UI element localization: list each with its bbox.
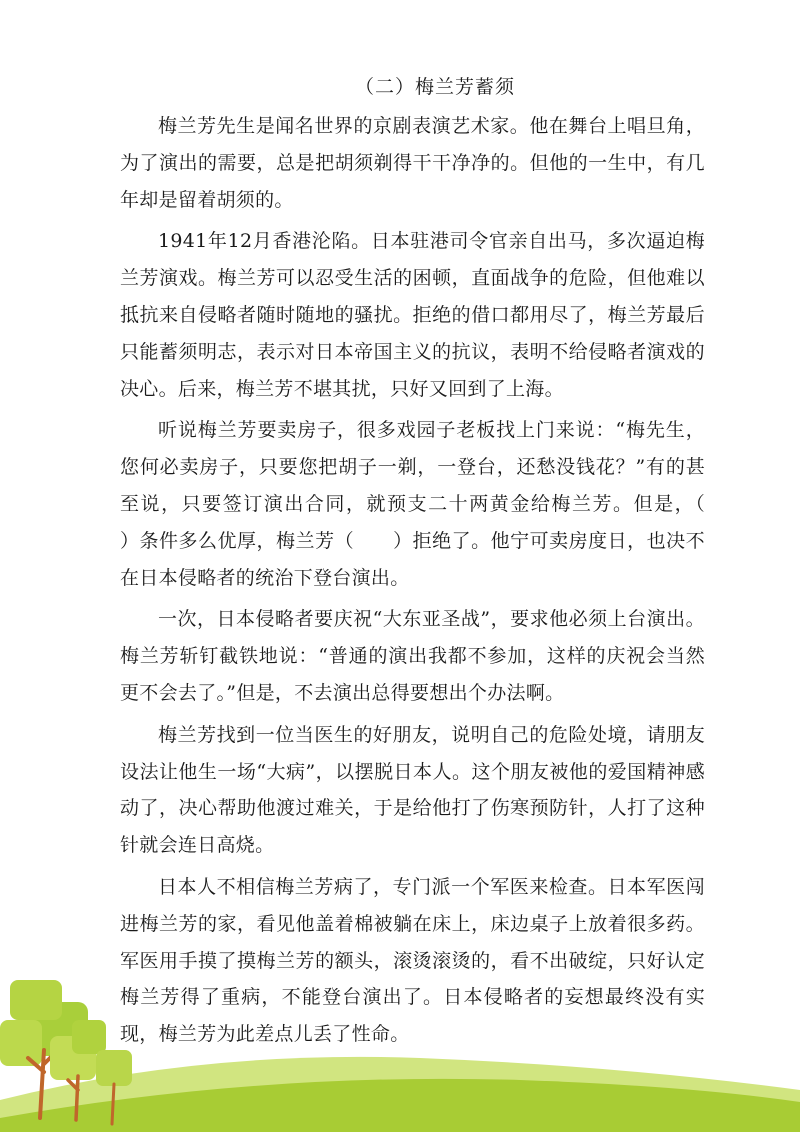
decorative-landscape: [0, 980, 800, 1132]
paragraph-5: 梅兰芳找到一位当医生的好朋友，说明自己的危险处境，请朋友设法让他生一场“大病”，以摆脱日本人。这个朋友被他的爱国精神感动了，决心帮助他渡过难关，于是给他打了伤寒预防针，人打了这种针就会连日高烧。: [120, 723, 705, 857]
paragraph-4: 一次，日本侵略者要庆祝“大东亚圣战”，要求他必须上台演出。梅兰芳斩钉截铁地说：“普通的演出我都不参加，这样的庆祝会当然更不会去了。”但是，不去演出总得要想出个办法啊。: [120, 608, 705, 704]
paragraph-6: 日本人不相信梅兰芳病了，专门派一个军医来检查。日本军医闯进梅兰芳的家，看见他盖着棉被躺在床上，床边桌子上放着很多药。军医用手摸了摸梅兰芳的额头，滚烫滚烫的，看不出破绽，只好认定梅兰芳得了重病，不能登台演出了。日本侵略者的妄想最终没有实现，梅兰芳为此差点儿丢了性命。: [120, 875, 705, 1046]
paragraph-2: 1941年12月香港沦陷。日本驻港司令官亲自出马，多次逼迫梅兰芳演戏。梅兰芳可以忍受生活的困顿，直面战争的危险，但他难以抵抗来自侵略者随时随地的骚扰。拒绝的借口都用尽了，梅兰芳最后只能蓄须明志，表示对日本帝国主义的抗议，表明不给侵略者演戏的决心。后来，梅兰芳不堪其扰，只好又回到了上海。: [120, 230, 705, 400]
paragraph-1: 梅兰芳先生是闻名世界的京剧表演艺术家。他在舞台上唱旦角，为了演出的需要，总是把胡须剃得干干净净的。但他的一生中，有几年却是留着胡须的。: [120, 115, 705, 211]
page-title: （二）梅兰芳蓄须: [354, 76, 515, 98]
article-body: [120, 108, 744, 1058]
paragraph-3: 听说梅兰芳要卖房子，很多戏园子老板找上门来说：“梅先生，您何必卖房子，只要您把胡子一剃，一登台，还愁没钱花？”有的甚至说，只要签订演出合同，就预支二十两黄金给梅兰芳。但是，（ ）条件多么优厚，梅兰芳（ ）拒绝了。他宁可卖房度日，也决不在日本侵略者的统治下登台演出。: [120, 419, 744, 589]
